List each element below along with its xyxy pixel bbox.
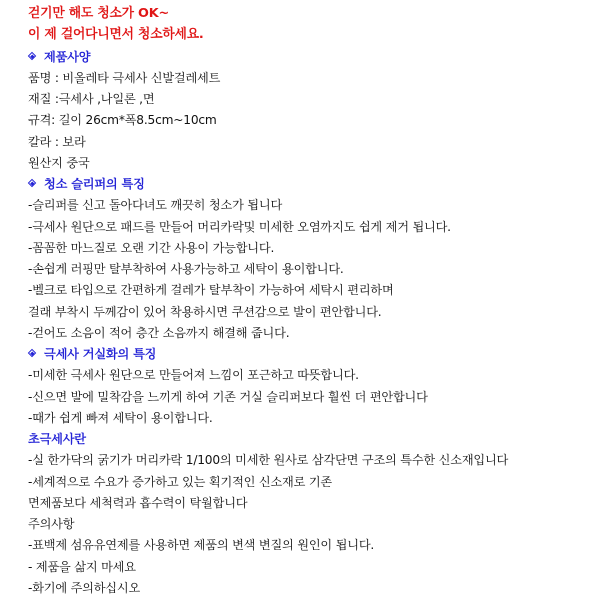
spec-color: 칼라 : 보라: [28, 135, 86, 149]
section-heading-indoor-text: 극세사 거실화의 특징: [44, 347, 157, 361]
spec-size: 규격: 길이 26cm*폭8.5cm~10cm: [28, 113, 217, 127]
diamond-bullet-icon: [28, 179, 38, 189]
feature-line: -꼼꼼한 마느질로 오랜 기간 사용이 가능합니다.: [28, 241, 275, 255]
feature-line: -손쉽게 러핑만 탈부착하여 사용가능하고 세탁이 용이합니다.: [28, 262, 344, 276]
section-heading-specs: [28, 49, 90, 65]
feature-line: -슬리퍼를 신고 돌아다녀도 깨끗히 청소가 됩니다: [28, 198, 283, 212]
feature-line: -걷어도 소음이 적어 층간 소음까지 해결해 줍니다.: [28, 326, 290, 340]
feature-line: -때가 쉽게 빠져 세탁이 용이합니다.: [28, 411, 213, 425]
spec-material: 재질 :극세사 ,나일론 ,면: [28, 92, 155, 106]
spec-origin: 원산지 중국: [28, 156, 90, 170]
feature-line: -미세한 극세사 원단으로 만들어져 느낌이 포근하고 따뜻합니다.: [28, 368, 359, 382]
caution-line: - 제품을 삶지 마세요: [28, 560, 136, 574]
section-heading-indoor: [28, 346, 156, 362]
section-heading-slipper-text: 청소 슬리퍼의 특징: [44, 177, 145, 191]
feature-line: 걸래 부착시 두께감이 있어 착용하시면 쿠션감으로 발이 편안합니다.: [28, 305, 382, 319]
caution-line: -화기에 주의하십시오: [28, 581, 141, 595]
spec-product-name: 품명 : 비올레타 극세사 신발걸레세트: [28, 71, 221, 85]
section-heading-microfiber: 초극세사란: [28, 432, 86, 446]
section-heading-specs-text: 제품사양: [44, 50, 91, 64]
feature-line: -벨크로 타입으로 간편하게 걸레가 탈부착이 가능하여 세탁시 편리하며: [28, 283, 394, 297]
info-line: -세계적으로 수요가 증가하고 있는 획기적인 신소재로 기존: [28, 475, 332, 489]
caution-heading: 주의사항: [28, 517, 75, 531]
feature-line: -신으면 발에 밀착감을 느끼게 하여 기존 거실 슬리퍼보다 훨씬 더 편안합니다: [28, 390, 428, 404]
headline-1: 걷기만 해도 청소가 OK~: [28, 6, 169, 21]
diamond-bullet-icon: [28, 349, 38, 359]
headline-2: 이 제 걸어다니면서 청소하세요.: [28, 27, 204, 42]
diamond-bullet-icon: [28, 52, 38, 62]
section-heading-slipper: [28, 176, 145, 192]
caution-line: -표백제 섬유유연제를 사용하면 제품의 변색 변질의 원인이 됩니다.: [28, 538, 375, 552]
info-line: 면제품보다 세척력과 흡수력이 탁월합니다: [28, 496, 248, 510]
info-line: -실 한가닥의 굵기가 머리카락 1/100의 미세한 원사로 삼각단면 구조의 특수한 신소재입니다: [28, 453, 509, 467]
feature-line: -극세사 원단으로 패드를 만들어 머리카락및 미세한 오염까지도 쉽게 제거 됩니다.: [28, 220, 451, 234]
